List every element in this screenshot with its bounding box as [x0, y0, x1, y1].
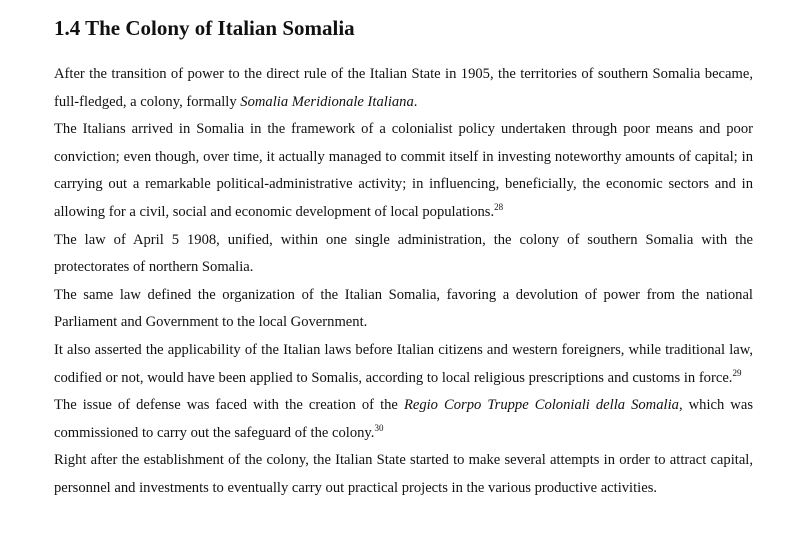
- footnote-marker[interactable]: 29: [732, 367, 742, 378]
- paragraph-text: .: [413, 93, 418, 110]
- paragraph-text: The Italians arrived in Somalia in the framework of a colonialist policy undertaken through poor means and poor conviction; even though, over time, it actually managed to commit itself in investing noteworthy amounts of capital; in carrying out a remarkable political-administrative activity; in influencing, beneficially, the economic sectors and in allowing for a civil, social and economic development of local populations.: [54, 121, 753, 220]
- paragraph-text: , which was commissioned to carry out the safeguard of the colony.: [54, 397, 753, 441]
- paragraph-text: The issue of defense was faced with the creation of the: [54, 397, 404, 414]
- paragraph-investments: [54, 447, 753, 502]
- footnote-marker[interactable]: 30: [374, 422, 384, 433]
- paragraph-text: After the transition of power to the direct rule of the Italian State in 1905, the territories of southern Somalia became, full-fledged, a colony, formally: [54, 66, 753, 110]
- paragraph-text: The law of April 5 1908, unified, within one single administration, the colony of southern Somalia with the protectorates of northern Somalia.: [54, 231, 753, 276]
- section-heading: 1.4 The Colony of Italian Somalia: [54, 16, 355, 40]
- paragraph-text: The same law defined the organization of the Italian Somalia, favoring a devolution of power from the national Parliament and Government to the local Government.: [54, 286, 753, 331]
- italic-term: Regio Corpo Truppe Coloniali della Somalia: [403, 397, 679, 414]
- paragraph-colony-status: [54, 61, 753, 116]
- italic-term: Somalia Meridionale Italiana: [240, 93, 414, 110]
- paragraph-applicability-of-laws: [54, 337, 753, 392]
- paragraph-colonialist-policy: [54, 116, 753, 226]
- paragraph-organization: [54, 282, 753, 337]
- paragraph-defense: [54, 392, 753, 447]
- paragraph-law-1908: [54, 227, 753, 282]
- footnote-marker[interactable]: 28: [494, 201, 504, 212]
- body-text: [54, 61, 753, 503]
- paragraph-text: Right after the establishment of the colony, the Italian State started to make several attempts in order to attract capital, personnel and investments to eventually carry out practical projects in the various productive activities.: [54, 452, 753, 496]
- paragraph-text: It also asserted the applicability of the Italian laws before Italian citizens and western foreigners, while traditional law, codified or not, would have been applied to Somalis, according to local religious prescriptions and customs in force.: [54, 341, 753, 386]
